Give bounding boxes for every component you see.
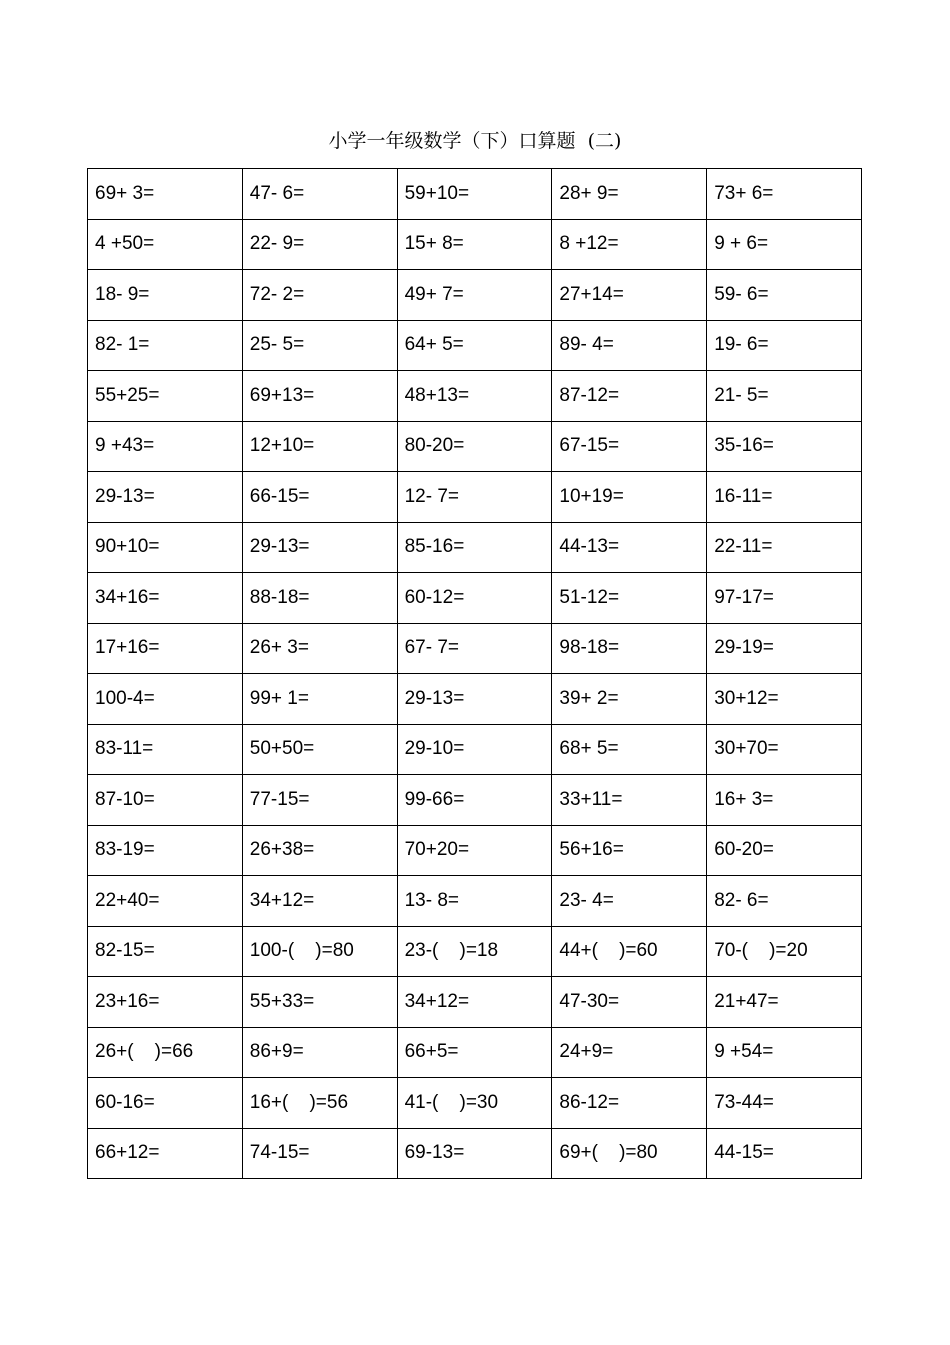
problem-cell: 50+50= <box>242 724 397 775</box>
problem-cell: 77-15= <box>242 775 397 826</box>
problem-cell: 73+ 6= <box>707 169 862 220</box>
problem-cell: 23-( )=18 <box>397 926 552 977</box>
problem-cell: 80-20= <box>397 421 552 472</box>
problem-cell: 18- 9= <box>88 270 243 321</box>
table-row <box>88 522 862 573</box>
problem-cell: 17+16= <box>88 623 243 674</box>
problem-cell: 41-( )=30 <box>397 1078 552 1129</box>
problem-cell: 29-19= <box>707 623 862 674</box>
problem-cell: 30+12= <box>707 674 862 725</box>
table-row <box>88 270 862 321</box>
problem-cell: 12- 7= <box>397 472 552 523</box>
problem-cell: 67-15= <box>552 421 707 472</box>
arithmetic-table <box>87 168 862 1179</box>
problem-cell: 34+12= <box>242 876 397 927</box>
problem-cell: 47- 6= <box>242 169 397 220</box>
problem-cell: 60-20= <box>707 825 862 876</box>
problem-cell: 83-19= <box>88 825 243 876</box>
problem-cell: 21- 5= <box>707 371 862 422</box>
problem-cell: 9 +43= <box>88 421 243 472</box>
problem-cell: 22- 9= <box>242 219 397 270</box>
table-row <box>88 977 862 1028</box>
table-row <box>88 775 862 826</box>
problem-cell: 59+10= <box>397 169 552 220</box>
problem-cell: 55+33= <box>242 977 397 1028</box>
problem-cell: 44+( )=60 <box>552 926 707 977</box>
problem-cell: 26+38= <box>242 825 397 876</box>
problem-cell: 34+12= <box>397 977 552 1028</box>
problem-cell: 51-12= <box>552 573 707 624</box>
table-row <box>88 1128 862 1179</box>
table-row <box>88 472 862 523</box>
table-row <box>88 169 862 220</box>
problem-cell: 60-12= <box>397 573 552 624</box>
problem-cell: 87-10= <box>88 775 243 826</box>
problem-cell: 29-13= <box>242 522 397 573</box>
problem-cell: 10+19= <box>552 472 707 523</box>
problem-cell: 48+13= <box>397 371 552 422</box>
problem-cell: 74-15= <box>242 1128 397 1179</box>
problem-cell: 89- 4= <box>552 320 707 371</box>
problem-cell: 70-( )=20 <box>707 926 862 977</box>
problem-cell: 4 +50= <box>88 219 243 270</box>
problem-cell: 19- 6= <box>707 320 862 371</box>
table-row <box>88 573 862 624</box>
problem-cell: 66+5= <box>397 1027 552 1078</box>
problem-cell: 30+70= <box>707 724 862 775</box>
problem-cell: 8 +12= <box>552 219 707 270</box>
arithmetic-table-body <box>88 169 862 1179</box>
problem-cell: 67- 7= <box>397 623 552 674</box>
problem-cell: 25- 5= <box>242 320 397 371</box>
problem-cell: 35-16= <box>707 421 862 472</box>
problem-cell: 28+ 9= <box>552 169 707 220</box>
problem-cell: 55+25= <box>88 371 243 422</box>
problem-cell: 87-12= <box>552 371 707 422</box>
problem-cell: 66+12= <box>88 1128 243 1179</box>
problem-cell: 16+ 3= <box>707 775 862 826</box>
problem-cell: 100-( )=80 <box>242 926 397 977</box>
problem-cell: 82- 1= <box>88 320 243 371</box>
problem-cell: 86+9= <box>242 1027 397 1078</box>
problem-cell: 22+40= <box>88 876 243 927</box>
problem-cell: 68+ 5= <box>552 724 707 775</box>
problem-cell: 98-18= <box>552 623 707 674</box>
problem-cell: 22-11= <box>707 522 862 573</box>
problem-cell: 26+ 3= <box>242 623 397 674</box>
problem-cell: 13- 8= <box>397 876 552 927</box>
table-row <box>88 371 862 422</box>
problem-cell: 29-13= <box>397 674 552 725</box>
problem-cell: 99+ 1= <box>242 674 397 725</box>
table-row <box>88 724 862 775</box>
problem-cell: 33+11= <box>552 775 707 826</box>
table-row <box>88 1027 862 1078</box>
problem-cell: 23- 4= <box>552 876 707 927</box>
problem-cell: 44-15= <box>707 1128 862 1179</box>
problem-cell: 83-11= <box>88 724 243 775</box>
table-row <box>88 926 862 977</box>
table-row <box>88 219 862 270</box>
problem-cell: 21+47= <box>707 977 862 1028</box>
problem-cell: 49+ 7= <box>397 270 552 321</box>
problem-cell: 73-44= <box>707 1078 862 1129</box>
problem-cell: 24+9= <box>552 1027 707 1078</box>
table-row <box>88 825 862 876</box>
problem-cell: 97-17= <box>707 573 862 624</box>
problem-cell: 9 +54= <box>707 1027 862 1078</box>
table-row <box>88 623 862 674</box>
page-title: 小学一年级数学（下）口算题 (二) <box>328 130 622 152</box>
table-row <box>88 674 862 725</box>
problem-cell: 66-15= <box>242 472 397 523</box>
problem-cell: 56+16= <box>552 825 707 876</box>
table-row <box>88 1078 862 1129</box>
problem-cell: 69+( )=80 <box>552 1128 707 1179</box>
problem-cell: 82-15= <box>88 926 243 977</box>
table-row <box>88 876 862 927</box>
problem-cell: 69-13= <box>397 1128 552 1179</box>
problem-cell: 26+( )=66 <box>88 1027 243 1078</box>
problem-cell: 72- 2= <box>242 270 397 321</box>
problem-cell: 70+20= <box>397 825 552 876</box>
problem-cell: 69+ 3= <box>88 169 243 220</box>
problem-cell: 88-18= <box>242 573 397 624</box>
problem-cell: 60-16= <box>88 1078 243 1129</box>
problem-cell: 23+16= <box>88 977 243 1028</box>
problem-cell: 16-11= <box>707 472 862 523</box>
problem-cell: 29-10= <box>397 724 552 775</box>
problem-cell: 86-12= <box>552 1078 707 1129</box>
problem-cell: 85-16= <box>397 522 552 573</box>
problem-cell: 16+( )=56 <box>242 1078 397 1129</box>
problem-cell: 100-4= <box>88 674 243 725</box>
problem-cell: 29-13= <box>88 472 243 523</box>
problem-cell: 64+ 5= <box>397 320 552 371</box>
problem-cell: 99-66= <box>397 775 552 826</box>
problem-cell: 34+16= <box>88 573 243 624</box>
problem-cell: 82- 6= <box>707 876 862 927</box>
problem-cell: 9 + 6= <box>707 219 862 270</box>
problem-cell: 15+ 8= <box>397 219 552 270</box>
problem-cell: 69+13= <box>242 371 397 422</box>
problem-cell: 39+ 2= <box>552 674 707 725</box>
problem-cell: 47-30= <box>552 977 707 1028</box>
table-row <box>88 320 862 371</box>
table-row <box>88 421 862 472</box>
problem-cell: 44-13= <box>552 522 707 573</box>
problem-cell: 59- 6= <box>707 270 862 321</box>
problem-cell: 12+10= <box>242 421 397 472</box>
problem-cell: 27+14= <box>552 270 707 321</box>
problem-cell: 90+10= <box>88 522 243 573</box>
